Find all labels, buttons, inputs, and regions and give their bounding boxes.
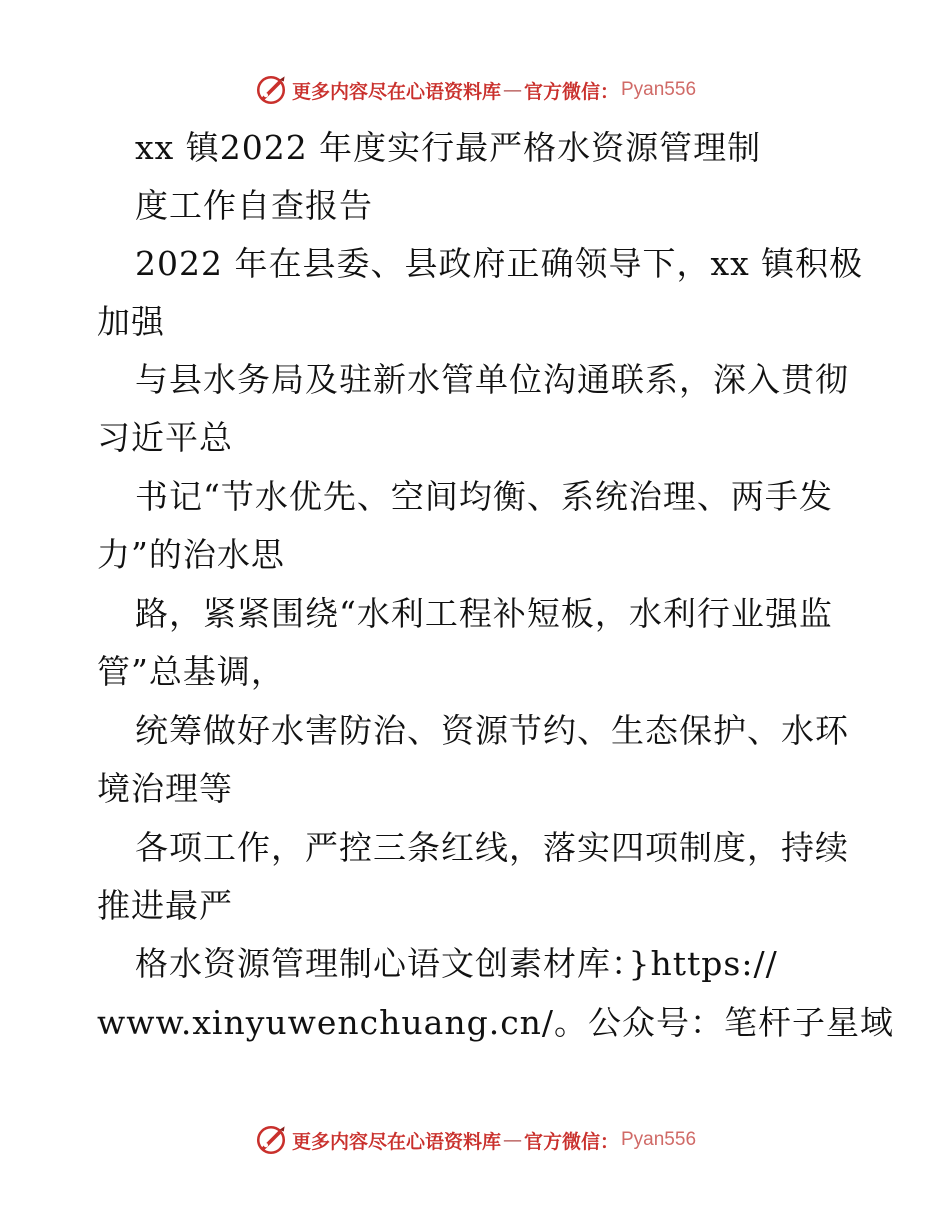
watermark-id-text: Pyan556 <box>621 79 697 100</box>
doc-line: 境治理等 <box>97 769 233 808</box>
doc-line: 2022 年在县委、县政府正确领导下，xx 镇积极 <box>135 244 864 283</box>
doc-line: 格水资源管理制心语文创素材库：}https:// <box>135 944 778 983</box>
doc-line: 加强 <box>97 302 165 341</box>
watermark-sub-text: 官方微信： <box>523 80 619 103</box>
watermark-separator: — <box>502 79 522 101</box>
doc-line: xx 镇2022 年度实行最严格水资源管理制 <box>135 128 762 167</box>
watermark-group <box>254 1123 696 1157</box>
doc-line: 习近平总 <box>97 418 233 457</box>
watermark-main-text: 更多内容尽在心语资料库 <box>291 80 501 103</box>
watermark-main-text: 更多内容尽在心语资料库 <box>291 1130 501 1153</box>
doc-line: 管”总基调， <box>97 652 285 691</box>
doc-line: 与县水务局及驻新水管单位沟通联系，深入贯彻 <box>135 360 849 399</box>
watermark-separator: — <box>502 1129 522 1151</box>
doc-line: 路，紧紧围绕“水利工程补短板，水利行业强监 <box>135 594 833 633</box>
watermark-id-text: Pyan556 <box>621 1129 697 1150</box>
doc-line: 书记“节水优先、空间均衡、系统治理、两手发 <box>135 477 833 516</box>
doc-line: 各项工作，严控三条红线，落实四项制度，持续 <box>135 828 849 867</box>
doc-line: www.xinyuwenchuang.cn/。公众号：笔杆子星域 <box>97 1003 895 1042</box>
watermark-text <box>292 1127 696 1154</box>
footer-watermark <box>0 1120 950 1160</box>
watermark-sub-text: 官方微信： <box>523 1130 619 1153</box>
doc-line: 推进最严 <box>97 886 233 925</box>
pen-nib-icon <box>254 1123 288 1157</box>
doc-line: 度工作自查报告 <box>135 186 373 225</box>
doc-line: 力”的治水思 <box>97 535 285 574</box>
doc-line: 统筹做好水害防治、资源节约、生态保护、水环 <box>135 711 849 750</box>
